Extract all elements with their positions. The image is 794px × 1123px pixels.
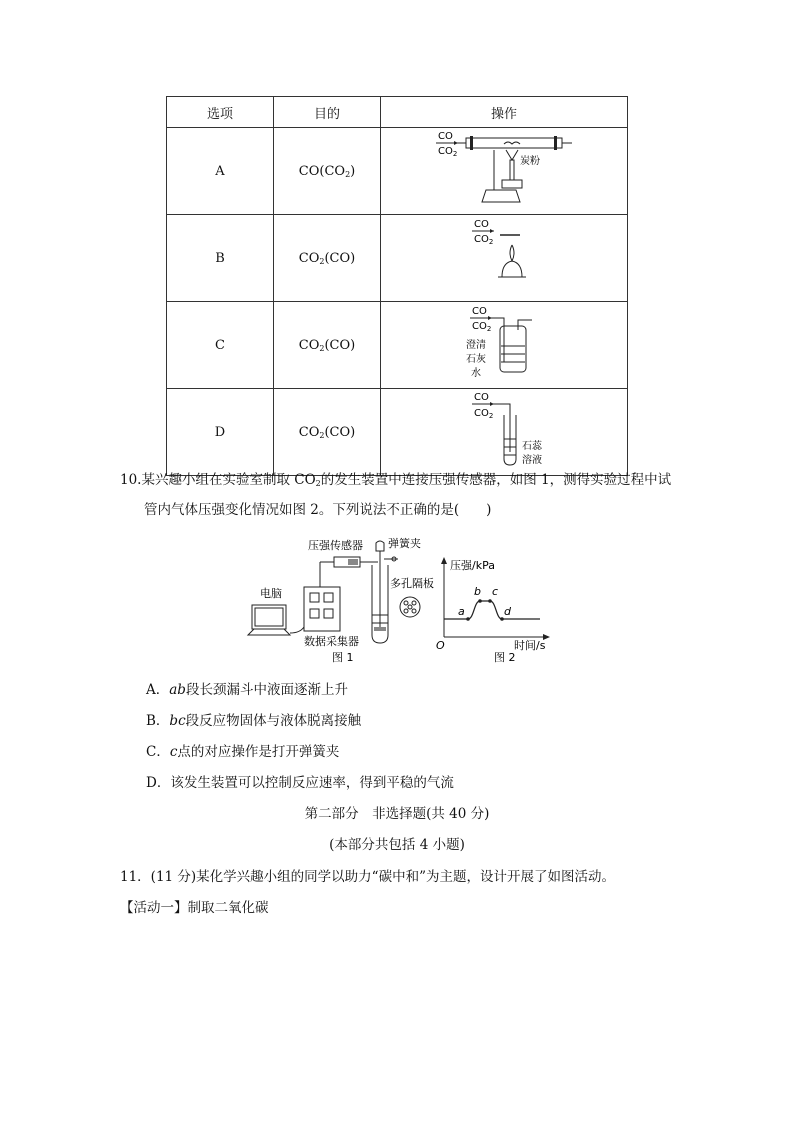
point-a-label: a xyxy=(458,605,465,618)
options-table xyxy=(166,96,628,476)
purpose-cell: $CO_2(CO)$ xyxy=(274,215,381,302)
pressure-sensor-label: 压强传感器 xyxy=(308,539,363,552)
option-c: C．c点的对应操作是打开弹簧夹 xyxy=(146,744,340,760)
computer xyxy=(252,605,286,629)
question-10-line1: 10.某兴趣小组在实验室制取 $CO_2$的发生装置中连接压强传感器，如图 1，测得实验过程中试 xyxy=(120,472,672,488)
arrow-head xyxy=(454,141,458,145)
alcohol-lamp xyxy=(502,261,522,277)
computer-label: 电脑 xyxy=(260,587,282,600)
operation-cell xyxy=(381,215,628,302)
part-2-title: 第二部分 非选择题(共 40 分) xyxy=(304,806,490,822)
table-row xyxy=(167,302,628,389)
gas-label-co2: $CO_2$ xyxy=(474,408,494,420)
purpose-cell: $CO_2(CO)$ xyxy=(274,389,381,476)
option-d: D．该发生装置可以控制反应速率，得到平稳的气流 xyxy=(146,775,454,791)
table-header-row xyxy=(167,97,628,128)
question-11: 11．(11 分)某化学兴趣小组的同学以助力“碳中和”为主题，设计开展了如图活动。 xyxy=(120,869,615,885)
activity-1-heading: 【活动一】制取二氧化碳 xyxy=(120,900,269,916)
flame xyxy=(510,245,514,261)
data-collector xyxy=(304,587,340,631)
long-neck-funnel xyxy=(376,541,384,551)
point-d-label: d xyxy=(504,605,511,618)
point-c xyxy=(488,599,492,603)
point-c-label: c xyxy=(492,585,499,598)
question-10-line2: 管内气体压强变化情况如图 2。下列说法不正确的是( ) xyxy=(144,502,492,518)
outlet-tube xyxy=(518,320,532,330)
y-axis-label: 压强/kPa xyxy=(450,559,495,572)
data-collector-label: 数据采集器 xyxy=(304,635,359,648)
operation-cell xyxy=(381,128,628,215)
porous-plate xyxy=(374,627,386,631)
option-letter: C xyxy=(167,302,274,389)
purpose-cell: $CO_2(CO)$ xyxy=(274,302,381,389)
part-2-subtitle: (本部分共包括 4 小题) xyxy=(329,837,465,853)
limewater-label-1: 澄清 xyxy=(466,340,486,351)
porous-plate-label: 多孔隔板 xyxy=(390,577,434,590)
spring-clip-label: 弹簧夹 xyxy=(388,537,421,550)
figure-1-caption: 图 1 xyxy=(332,651,354,664)
point-a xyxy=(466,617,470,621)
option-letter: B xyxy=(167,215,274,302)
header-operation: 操作 xyxy=(381,97,628,128)
header-purpose: 目的 xyxy=(274,97,381,128)
burner xyxy=(510,160,514,180)
option-letter: D xyxy=(167,389,274,476)
gas-label-co: CO xyxy=(474,392,489,403)
table-row xyxy=(167,215,628,302)
table-row xyxy=(167,128,628,215)
litmus-label-2: 溶液 xyxy=(522,455,542,466)
limewater-label-3: 水 xyxy=(471,368,481,379)
purpose-cell: $CO(CO_2)$ xyxy=(274,128,381,215)
apparatus-alcohol-lamp xyxy=(434,215,574,297)
x-axis-label: 时间/s xyxy=(514,639,546,652)
gas-label-co2: $CO_2$ xyxy=(474,234,494,246)
origin-label: O xyxy=(436,639,445,652)
figure-2-caption: 图 2 xyxy=(494,651,516,664)
flame xyxy=(506,150,518,160)
gas-label-co: CO xyxy=(472,306,487,317)
inlet-tube xyxy=(492,318,504,362)
gas-label-co: CO xyxy=(474,219,489,230)
gas-label-co2: $CO_2$ xyxy=(438,146,458,158)
inlet-tube xyxy=(494,404,510,452)
apparatus-test-tube xyxy=(434,389,574,471)
option-a: A．ab段长颈漏斗中液面逐渐上升 xyxy=(146,682,348,698)
point-b-label: b xyxy=(474,585,481,598)
apparatus-gas-washing-bottle xyxy=(434,302,574,384)
porous-plate-detail xyxy=(400,597,420,617)
apparatus-tube-heating xyxy=(434,128,574,210)
figure-2-graph xyxy=(430,555,554,665)
option-letter: A xyxy=(167,128,274,215)
carbon-powder-label: 炭粉 xyxy=(520,156,540,167)
operation-cell xyxy=(381,389,628,476)
limewater-label-2: 石灰 xyxy=(466,354,486,365)
option-b: B．bc段反应物固体与液体脱离接触 xyxy=(146,713,362,729)
table-row xyxy=(167,389,628,476)
header-option: 选项 xyxy=(167,97,274,128)
stand-base xyxy=(482,190,520,202)
point-b xyxy=(478,599,482,603)
gas-label-co2: $CO_2$ xyxy=(472,321,492,333)
carbon-powder xyxy=(504,142,520,144)
figure-1-apparatus xyxy=(238,535,444,665)
operation-cell xyxy=(381,302,628,389)
gas-label-co: CO xyxy=(438,131,453,142)
litmus-label-1: 石蕊 xyxy=(522,441,542,452)
